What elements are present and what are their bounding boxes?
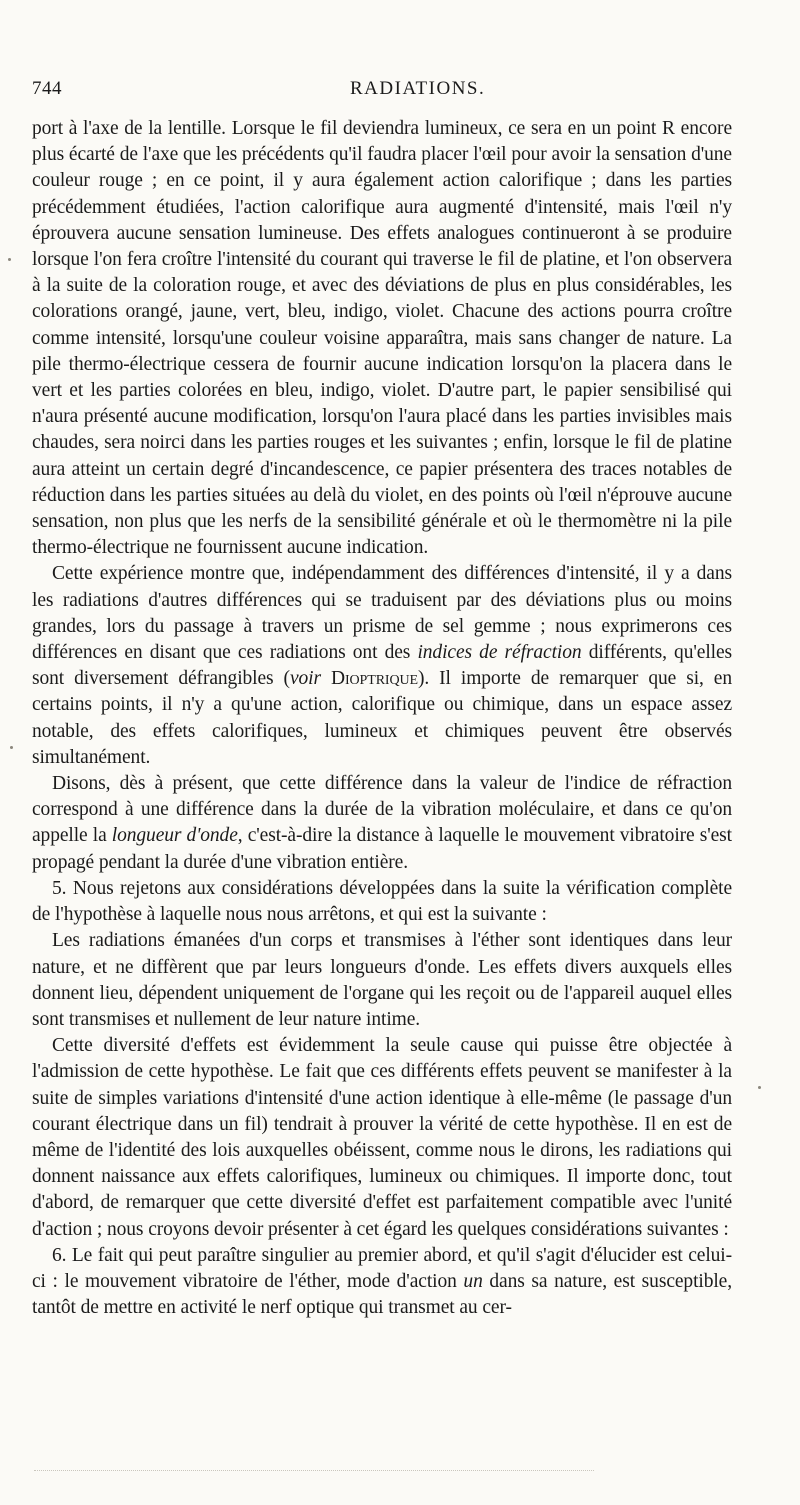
scan-speck — [758, 1086, 761, 1089]
paragraph-3-text-b: , c'est-à-dire la distance à laquelle le mouvement vibratoire s'est propagé pendant la durée d'une vibration entière. — [32, 825, 732, 873]
page-body — [32, 116, 732, 1321]
term-indices-de-refraction: indices de réfraction — [417, 642, 582, 664]
term-un: un — [463, 1270, 483, 1292]
paragraph-2-text-b: différents, qu'elles sont diversement défrangibles ( — [32, 642, 732, 690]
paragraph-2-text-a: Cette expérience montre que, indépendamment des différences d'intensité, il y a dans les radiations d'autres différences qui se traduisent par des déviations plus ou moins grandes, lors du passage à travers un prisme de sel gemme ; nous exprimerons ces différences en disant que ces radiations ont des — [32, 563, 732, 664]
scan-speck — [8, 258, 11, 261]
scan-bleed-line — [34, 1470, 594, 1473]
page-number: 744 — [32, 78, 62, 99]
paragraph-3 — [32, 771, 732, 876]
paragraph-1: port à l'axe de la lentille. Lorsque le fil deviendra lumineux, ce sera en un point R encore plus écarté de l'axe que les précédents qu'il faudra placer l'œil pour avoir la sensation d'une couleur rouge ; en ce point, il y aura également action calorifique ; dans les parties précédemment étudiées, l'action calorifique aura augmenté d'intensité, mais l'œil n'y éprouvera aucune sensation lumineuse. Des effets analogues continueront à se produire lorsque l'on fera croître l'intensité du courant qui traverse le fil de platine, et l'on observera à la suite de la coloration rouge, et avec des déviations de plus en plus considérables, les colorations orangé, jaune, vert, bleu, indigo, violet. Chacune des actions pourra croître comme intensité, lorsqu'une couleur voisine apparaîtra, mais sans changer de nature. La pile thermo-électrique cessera de fournir aucune indication lorsqu'on la placera dans le vert et les parties colorées en bleu, indigo, violet. D'autre part, le papier sensibilisé qui n'aura présenté aucune modification, lorsqu'on l'aura placé dans les parties invisibles mais chaudes, sera noirci dans les parties rouges et les suivantes ; enfin, lorsque le fil de platine aura atteint un certain degré d'incandescence, ce papier présentera des traces notables de réduction dans les parties situées au delà du violet, en des points où l'œil n'éprouve aucune sensation, non plus que les nerfs de la sensibilité générale et où le thermomètre ni la pile thermo-électrique ne fournissent aucune indication. — [32, 118, 732, 559]
paragraph-3-text-a: Disons, dès à présent, que cette différence dans la valeur de l'indice de réfraction correspond à une différence dans la durée de la vibration moléculaire, et dans ce qu'on appelle la — [32, 773, 732, 847]
paragraph-7-section-6 — [32, 1243, 732, 1322]
scan-speck — [10, 746, 13, 749]
term-longueur-d-onde: longueur d'onde — [111, 825, 238, 847]
paragraph-5-hypothesis: Les radiations émanées d'un corps et transmises à l'éther sont identiques dans leur nature, et ne diffèrent que par leurs longueurs d'onde. Les effets divers auxquels elles donnent lieu, dépendent uniquement de l'organe qui les reçoit ou de l'appareil auquel elles sont transmises et nullement de leur nature intime. — [32, 930, 732, 1030]
paragraph-4-section-5: 5. Nous rejetons aux considérations développées dans la suite la vérification complète de l'hypothèse à laquelle nous nous arrêtons, et qui est la suivante : — [32, 877, 732, 926]
paragraph-7-text-a: 6. Le fait qui peut paraître singulier au premier abord, et qu'il s'agit d'élucider est celui-ci : le mouvement vibratoire de l'éther, mode d'action — [32, 1244, 732, 1292]
paragraph-6: Cette diversité d'effets est évidemment la seule cause qui puisse être objectée à l'admission de cette hypothèse. Le fait que ces différents effets peuvent se manifester à la suite de simples variations d'intensité d'une action identique à elle-même (le passage d'un courant électrique dans un fil) tendrait à prouver la vérité de cette hypothèse. Il en est de même de l'identité des lois auxquelles obéissent, comme nous le dirons, les radiations qui donnent naissance aux effets calorifiques, lumineux ou chimiques. Il importe donc, tout d'abord, de remarquer que cette diversité d'effet est parfaitement compatible avec l'unité d'action ; nous croyons devoir présenter à cet égard les quelques considérations suivantes : — [32, 1035, 732, 1240]
page-header — [32, 78, 732, 104]
paragraph-2-text-c: ). Il importe de remarquer que si, en certains points, il n'y a qu'une action, calorifique ou chimique, dans un espace assez notable, des effets calorifiques, lumineux et chimiques peuvent être observés simultanément. — [32, 668, 733, 768]
term-voir: voir — [289, 668, 321, 690]
running-title: RADIATIONS. — [350, 78, 486, 99]
paragraph-7-text-b: dans sa nature, est susceptible, tantôt de mettre en activité le nerf optique qui transmet au cer- — [32, 1270, 733, 1319]
cross-reference-dioptrique: Dioptrique — [331, 668, 418, 690]
paragraph-2 — [32, 561, 732, 771]
paragraph-2-space — [321, 668, 331, 689]
